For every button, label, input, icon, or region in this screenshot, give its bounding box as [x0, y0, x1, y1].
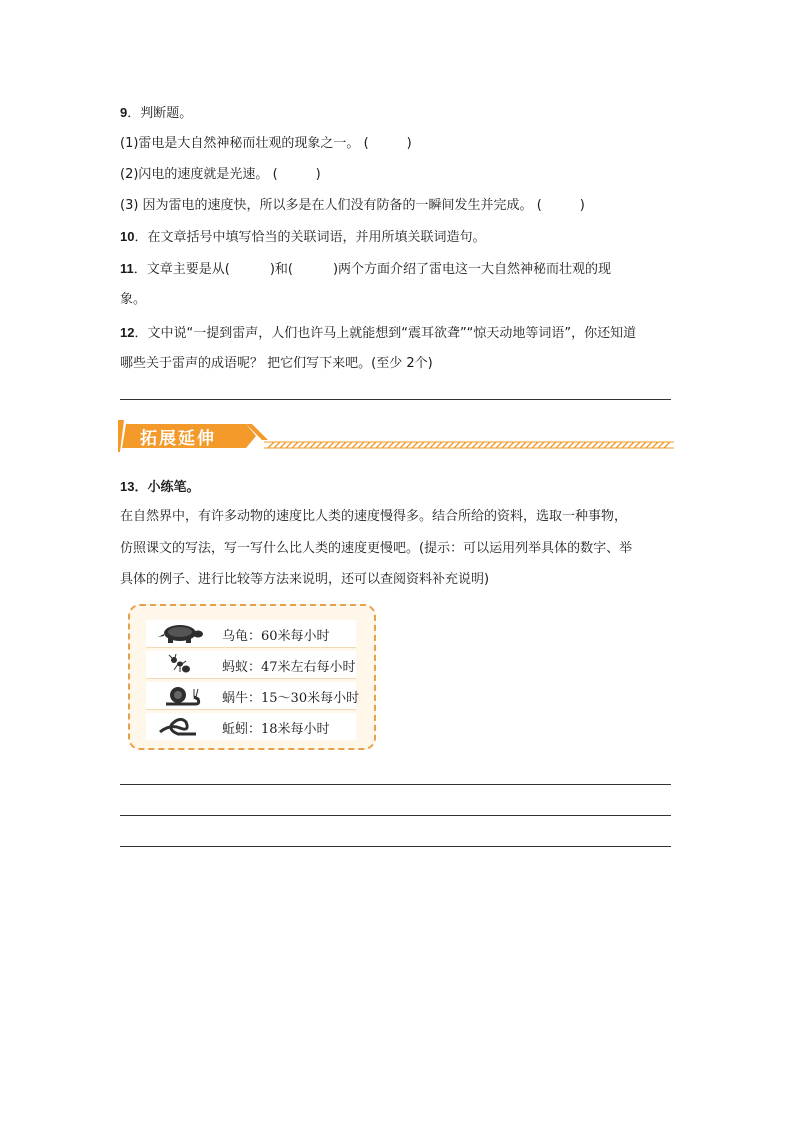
animal-speed-card — [128, 604, 376, 750]
q13-title: ．小练笔。 — [134, 480, 200, 495]
answer-line-q13-2[interactable] — [120, 815, 671, 816]
q12-line-1: 12．文中说“一提到雷声，人们也许马上就能想到“震耳欲聋”“惊天动地等词语”，你还知道 — [120, 325, 637, 341]
animal-row-turtle — [146, 620, 356, 648]
q9-item-1 — [120, 135, 412, 153]
q9-item-2 — [120, 166, 321, 184]
snail-icon — [150, 683, 206, 707]
answer-line-q13-3[interactable] — [120, 846, 671, 847]
q13-number: 13 — [120, 479, 135, 494]
animal-speed-turtle: 乌龟：60米每小时 — [222, 629, 330, 644]
q9-item-2-text: (2)闪电的速度就是光速。 — [120, 167, 269, 182]
animal-row-ant — [146, 651, 356, 679]
animal-row-earthworm — [146, 713, 356, 740]
q10-text: ．在文章括号中填写恰当的关联词语，并用所填关联词造句。 — [134, 230, 486, 245]
animal-speed-earthworm: 蚯蚓：18米每小时 — [222, 722, 330, 737]
turtle-icon — [150, 621, 206, 645]
q10-number: 10 — [120, 229, 135, 244]
q12-number: 12 — [120, 325, 135, 340]
answer-line-q12[interactable] — [120, 399, 671, 400]
answer-blank-q9-2[interactable]: ( ) — [272, 167, 321, 182]
q13-line-2: 仿照课文的写法，写一写什么比人类的速度更慢吧。(提示：可以运用列举具体的数字、举 — [120, 541, 633, 556]
q9-item-3 — [120, 197, 585, 215]
q12-line-2: 哪些关于雷声的成语呢？ 把它们写下来吧。(至少 2个) — [120, 356, 433, 371]
q11-number: 11 — [120, 261, 134, 276]
q13-heading — [120, 478, 199, 497]
banner-title: 拓展延伸 — [140, 429, 216, 449]
answer-line-q13-1[interactable] — [120, 784, 671, 785]
q9-heading — [120, 104, 192, 123]
earthworm-icon — [150, 714, 206, 738]
q9-title: ．判断题。 — [127, 106, 193, 121]
q9-item-1-text: (1)雷电是大自然神秘而壮观的现象之一。 — [120, 136, 360, 151]
q11-line-1: 11．文章主要是从( )和( )两个方面介绍了雷电这一大自然神秘而壮观的现 — [120, 261, 612, 277]
animal-row-snail — [146, 682, 360, 710]
q10 — [120, 228, 485, 247]
animal-speed-ant: 蚂蚁：47米左右每小时 — [222, 660, 356, 675]
q11-line-2: 象。 — [120, 292, 147, 307]
animal-speed-snail: 蜗牛：15～30米每小时 — [222, 691, 360, 706]
answer-blank-q9-1[interactable]: ( ) — [363, 136, 412, 151]
q13-line-1: 在自然界中，有许多动物的速度比人类的速度慢得多。结合所给的资料，选取一种事物， — [120, 509, 628, 524]
ant-icon — [150, 652, 206, 676]
q9-number: 9 — [120, 105, 128, 120]
answer-blank-q9-3[interactable]: ( ) — [536, 198, 585, 213]
q13-line-3: 具体的例子、进行比较等方法来说明，还可以查阅资料补充说明) — [120, 572, 490, 587]
q9-item-3-text: (3) 因为雷电的速度快，所以多是在人们没有防备的一瞬间发生并完成。 — [120, 198, 533, 213]
